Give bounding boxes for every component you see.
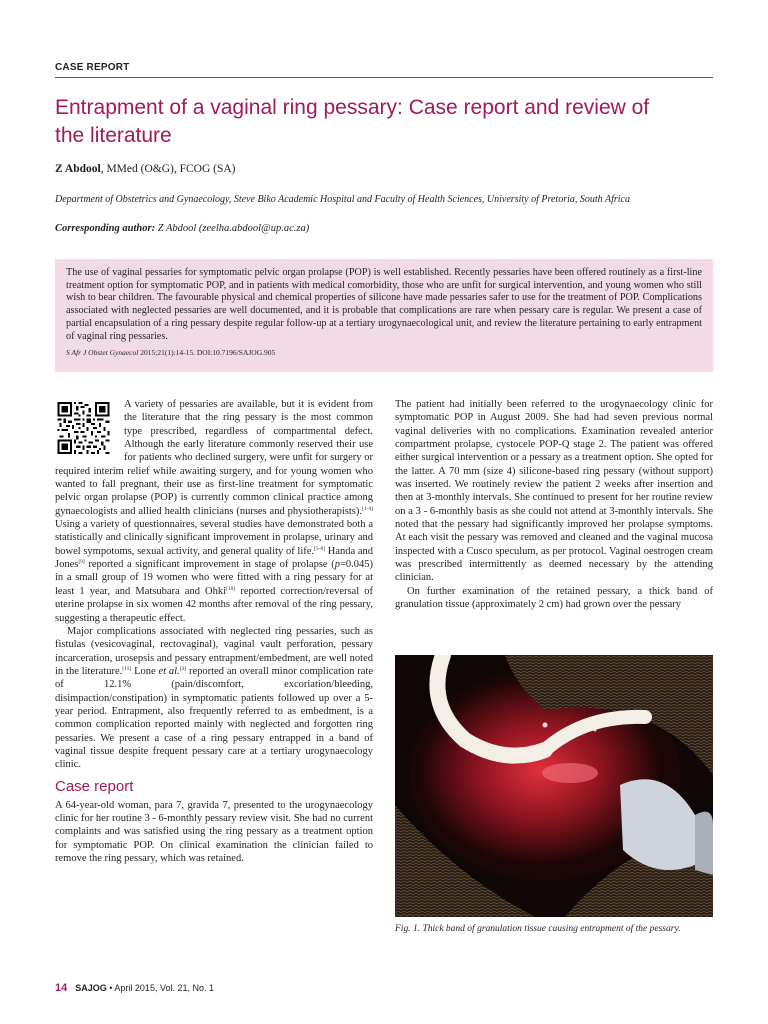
author-credentials: , MMed (O&G), FCOG (SA) [100,163,236,175]
issue-info: • April 2015, Vol. 21, No. 1 [106,983,214,993]
paragraph: A 64-year-old woman, para 7, gravida 7, presented to the urogynaecology clinic for her routine 3 - 6-monthly pessary review visit. She had no current complaints and was satisfied using the ring pessary as a treatment option for symptomatic POP. On clinical examination the clinician failed to remove the ring pessary, which was retained. [55,799,373,864]
paragraph: A variety of pessaries are available, but it is evident from the literature that the ring pessary is the most common type prescribed, regardless of compartmental defect. Although the early literature commonly reserved their use for patients who declined surgery, were unfit for surgery or required interim relief while awaiting surgery, and for young women who wanted to fall pregnant, their use as first-line treatment for symptomatic pelvic organ prolapse (POP) is currently common clinical practice among gynaecologists and allied health clinicians (nurses and physiotherapists).[1-4] Using a variety of questionnaires, several studies have demonstrated both a statistically and clinically significant improvement in prolapse, urinary and bowel sympotoms, sexual activity, and general quality of life.[5-8] Handa and Jones[9] reported a significant improvement in stage of prolapse (p=0.045) in a small group of 19 women who were fitted with a ring pessary for at least 1 year, and Matsubara and Ohki[10] reported correction/reversal of uterine prolapse in six women 42 months after removal of the ring pessary, suggesting a therapeutic effect. [55,399,373,624]
author-line [55,163,236,175]
body-column-right [395,398,713,612]
article-title: Entrapment of a vaginal ring pessary: Case report and review of the literature [55,96,650,147]
clinical-photo [395,655,713,917]
author-name: Z Abdool [55,163,101,175]
citation-journal: S Afr J Obstet Gynaecol [66,348,139,358]
figure-caption: Fig. 1. Thick band of granulation tissue causing entrapment of the pessary. [395,924,681,934]
section-label: CASE REPORT [55,62,130,73]
corresponding-text: Z Abdool (zeelha.abdool@up.ac.za) [155,223,310,234]
qr-code-icon[interactable] [55,402,112,454]
page-number: 14 [55,982,68,994]
corresponding-author [55,223,309,234]
paragraph: The patient had initially been referred to the urogynaecology clinic for symptomatic POP in August 2009. She had had seven previous normal vaginal deliveries with no complications. Examination revealed anterior compartment prolapse, cystocele POP-Q stage 2. The patient was offered either surgical intervention or a pessary as a treatment option. She opted for the latter. A 70 mm (size 4) silicone-based ring pessary (without support) was inserted. We routinely review the patient 2 weeks after insertion and then at 3-monthly intervals. She continued to present for her routine review on a 3 - 6-monthly basis as she could not attend at 3-monthly intervals. She noted that the pessary had significantly improved her prolapse symptoms. At each visit the pessary was removed and cleaned and the vaginal mucosa inspected with a Cusco speculum, as per protocol. Vaginal oestrogen cream was prescribed intermittently as deemed necessary by the attending clinician. [395,399,713,584]
citation-details: 2015;21(1):14-15. DOI:10.7196/SAJOG.905 [138,348,276,358]
page-footer [55,982,214,994]
affiliation: Department of Obstetrics and Gynaecology, Steve Biko Academic Hospital and Faculty of Health Sciences, University of Pretoria, South Africa [55,194,630,205]
citation [66,348,702,358]
paragraph: Major complications associated with neglected ring pessaries, such as fistulas (vesicovaginal, rectovaginal), vaginal vault perforation, pessary incarceration, urosepsis and pessary entrapment/embedment, are well noted in the literature.[11] Lone et al.[3] reported an overall minor complication rate of 12.1% (pain/discomfort, excoriation/bleeding, disimpaction/constipation) in symptomatic patients followed up over a 5-year period. Entrapment, also frequently referred to as embedment, is a common complication reported mainly with neglected and forgotten ring pessaries. We present a case of a ring pessary entrapped in a band of vaginal tissue despite frequent pessary care at a tertiary urogynaecology clinic. [55,625,373,771]
abstract-box [55,259,713,372]
abstract-text: The use of vaginal pessaries for symptomatic pelvic organ prolapse (POP) is well established. Recently pessaries have been offered routinely as a first-line treatment option for symptomatic POP, and in patients with medical comorbidity, those who are unfit for surgical intervention, and young women who still wish to bear children. The favourable physical and chemical properties of silicone have made pessaries safer to use for the treatment of POP. Complications associated with neglected pessaries are well documented, and it is probable that complications are rare when pessary care is regular. We present a case of partial encapsulation of a ring pessary despite regular follow-up at a tertiary urogynaecological unit, and review the literature pertaining to early entrapment of vaginal ring pessaries. [66,267,702,342]
journal-name: SAJOG [75,983,107,993]
paragraph: On further examination of the retained pessary, a thick band of granulation tissue (approximately 2 cm) had grown over the pessary [395,585,713,611]
body-column-left [55,398,373,865]
header-rule [55,77,713,78]
case-report-heading: Case report [55,777,134,795]
corresponding-label: Corresponding author: [55,223,156,234]
